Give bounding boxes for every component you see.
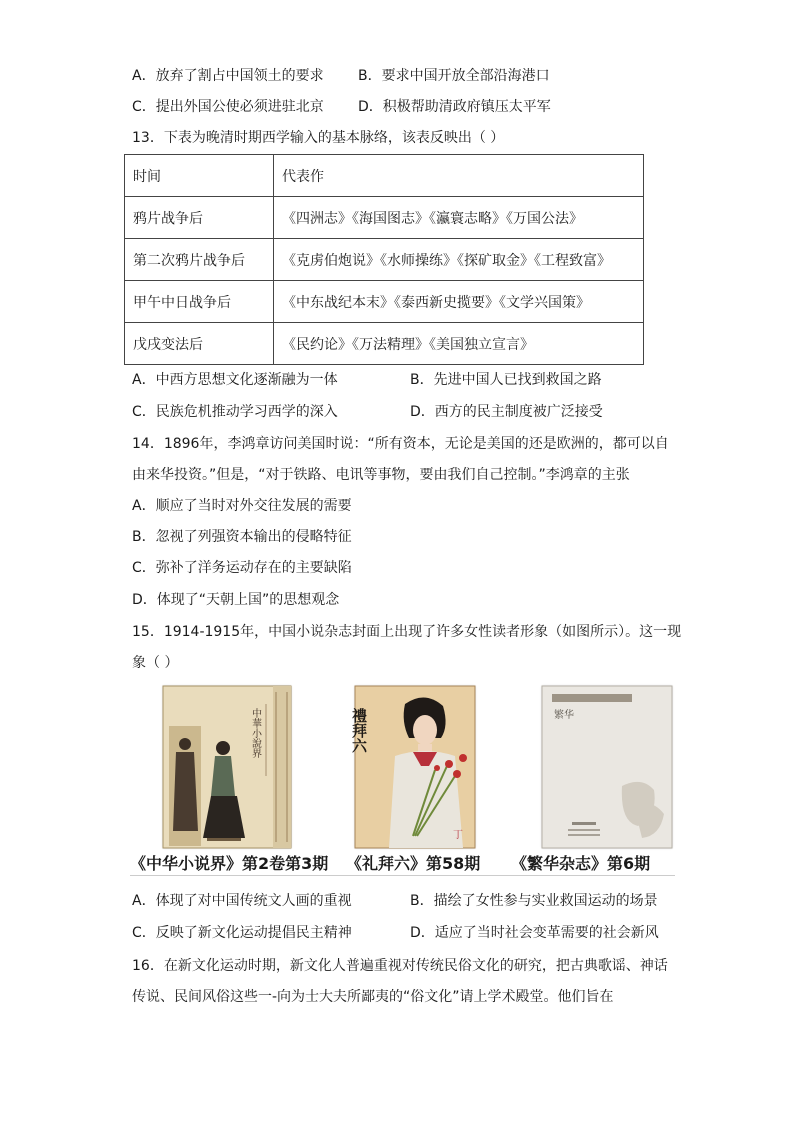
- q15-option-a: A．体现了对中国传统文人画的重视: [132, 893, 352, 909]
- table-cell: 《中东战纪本末》《泰西新史揽要》《文学兴国策》: [274, 281, 644, 323]
- q13-option-b: B．先进中国人已找到救国之路: [410, 372, 602, 388]
- q13-stem: 13．下表为晚清时期西学输入的基本脉络，该表反映出（ ）: [132, 130, 505, 146]
- q13-option-a: A．中西方思想文化逐渐融为一体: [132, 372, 338, 388]
- table-cell: 第二次鸦片战争后: [125, 239, 274, 281]
- figure-caption-2: 《礼拜六》第58期: [346, 854, 481, 873]
- q14-option-c: C．弥补了洋务运动存在的主要缺陷: [132, 560, 352, 576]
- figure-caption-3: 《繁华杂志》第6期: [511, 854, 651, 873]
- cover-zhonghua-xiaoshuojie: [163, 686, 291, 848]
- q12-option-a: A．放弃了割占中国领土的要求: [132, 68, 324, 84]
- q14-stem-line-1: 14．1896年，李鸿章访问美国时说：“所有资本，无论是美国的还是欧洲的，都可以自: [132, 436, 669, 452]
- table-header-cell: 代表作: [274, 155, 644, 197]
- cover2-title: 禮拜六: [350, 708, 368, 753]
- cover1-title: 中華小說界: [249, 708, 261, 758]
- table-row: [125, 323, 644, 365]
- q16-stem-line-2: 传说、民间风俗这些一-向为士大夫所鄙夷的“俗文化”请上学术殿堂。他们旨在: [132, 989, 614, 1005]
- q12-option-b: B．要求中国开放全部沿海港口: [358, 68, 550, 84]
- q14-option-d: D．体现了“天朝上国”的思想观念: [132, 592, 340, 608]
- figure-caption-1: 《中华小说界》第2卷第3期: [130, 854, 329, 873]
- cover3-title: 繁华: [554, 710, 574, 721]
- cover-libailiu: [350, 686, 475, 848]
- figure-divider: [130, 875, 675, 876]
- q13-option-d: D．西方的民主制度被广泛接受: [410, 404, 603, 420]
- table-row: [125, 281, 644, 323]
- table-cell: 鸦片战争后: [125, 197, 274, 239]
- q12-option-d: D．积极帮助清政府镇压太平军: [358, 99, 551, 115]
- svg-text:丁: 丁: [453, 830, 463, 841]
- q14-option-b: B．忽视了列强资本输出的侵略特征: [132, 529, 352, 545]
- table-cell: 甲午中日战争后: [125, 281, 274, 323]
- cover-fanhua-zazhi: [542, 686, 672, 848]
- q12-option-c: C．提出外国公使必须进驻北京: [132, 99, 324, 115]
- q15-stem-line-2: 象（ ）: [132, 655, 179, 671]
- magazine-covers-figure: [130, 686, 675, 876]
- table-cell: 《民约论》《万法精理》《美国独立宣言》: [274, 323, 644, 365]
- q14-stem-line-2: 由来华投资。”但是，“对于铁路、电讯等事物，要由我们自己控制。”李鸿章的主张: [132, 467, 630, 483]
- q15-option-d: D．适应了当时社会变革需要的社会新风: [410, 925, 659, 941]
- q15-option-c: C．反映了新文化运动提倡民主精神: [132, 925, 352, 941]
- q13-option-c: C．民族危机推动学习西学的深入: [132, 404, 338, 420]
- table-cell: 戊戌变法后: [125, 323, 274, 365]
- q16-stem-line-1: 16．在新文化运动时期，新文化人普遍重视对传统民俗文化的研究，把古典歌谣、神话: [132, 958, 668, 974]
- table-row: [125, 197, 644, 239]
- table-header-cell: 时间: [125, 155, 274, 197]
- q15-stem-line-1: 15．1914-1915年，中国小说杂志封面上出现了许多女性读者形象（如图所示）。这一现: [132, 624, 682, 640]
- q13-table: [124, 154, 644, 365]
- table-row: [125, 239, 644, 281]
- table-header-row: [125, 155, 644, 197]
- table-cell: 《克虏伯炮说》《水师操练》《探矿取金》《工程致富》: [274, 239, 644, 281]
- q14-option-a: A．顺应了当时对外交往发展的需要: [132, 498, 352, 514]
- table-cell: 《四洲志》《海国图志》《瀛寰志略》《万国公法》: [274, 197, 644, 239]
- q15-option-b: B．描绘了女性参与实业救国运动的场景: [410, 893, 658, 909]
